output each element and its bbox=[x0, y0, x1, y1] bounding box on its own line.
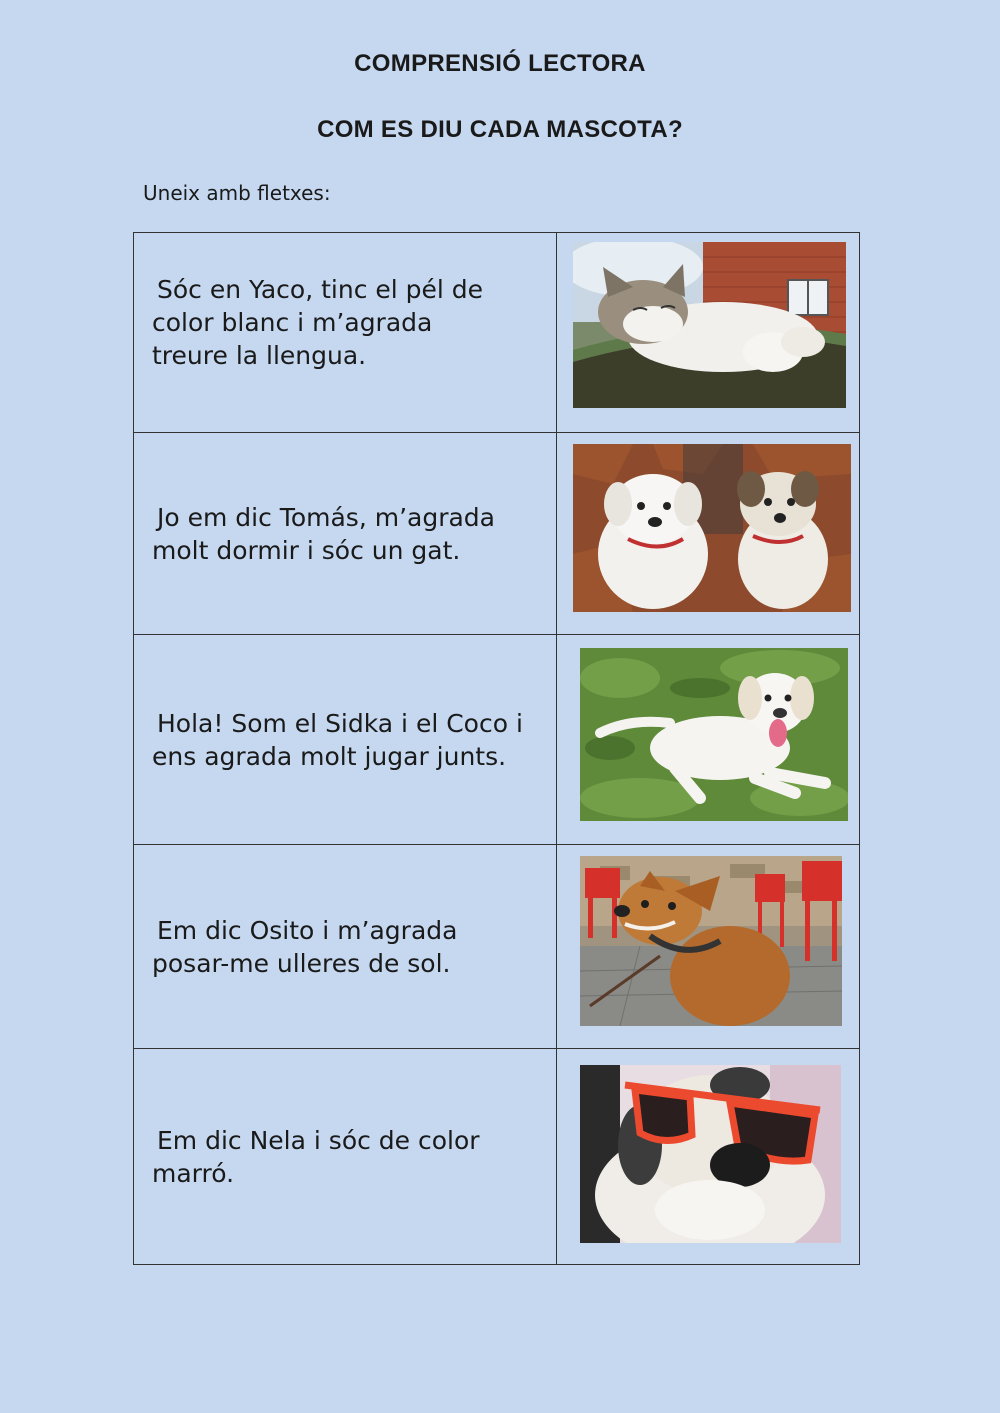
row-text-line: Em dic Osito i m’agrada bbox=[157, 915, 458, 945]
page-subtitle: COM ES DIU CADA MASCOTA? bbox=[317, 116, 683, 143]
image-cell bbox=[557, 845, 860, 1049]
text-cell bbox=[134, 845, 557, 1049]
image-cell bbox=[557, 433, 860, 635]
white-dog-on-grass-photo[interactable] bbox=[580, 648, 848, 821]
row-text-line: Jo em dic Tomás, m’agrada bbox=[157, 502, 495, 532]
row-text-line: color blanc i m’agrada bbox=[152, 308, 433, 337]
row-text-line: treure la llengua. bbox=[152, 341, 367, 370]
cat-sleeping-photo[interactable] bbox=[573, 242, 846, 408]
row-text-line: ens agrada molt jugar junts. bbox=[152, 741, 507, 771]
table-row bbox=[134, 635, 860, 845]
row-text-line: molt dormir i sóc un gat. bbox=[152, 535, 461, 565]
page-title: COMPRENSIÓ LECTORA bbox=[354, 50, 646, 77]
row-text-line: Hola! Som el Sidka i el Coco i bbox=[157, 708, 523, 738]
two-white-dogs-photo[interactable] bbox=[573, 444, 851, 612]
brown-dog-terrace-photo[interactable] bbox=[580, 856, 842, 1026]
text-cell bbox=[134, 233, 557, 433]
row-text-line: Sóc en Yaco, tinc el pél de bbox=[157, 275, 484, 304]
text-cell bbox=[134, 433, 557, 635]
image-cell bbox=[557, 635, 860, 845]
dog-with-sunglasses-photo[interactable] bbox=[580, 1065, 841, 1243]
matching-table bbox=[133, 232, 860, 1265]
table-row bbox=[134, 1049, 860, 1265]
table-row bbox=[134, 433, 860, 635]
image-cell bbox=[557, 233, 860, 433]
table-row bbox=[134, 233, 860, 433]
row-text-line: posar-me ulleres de sol. bbox=[152, 948, 451, 978]
instruction-text: Uneix amb fletxes: bbox=[143, 181, 331, 205]
table-row bbox=[134, 845, 860, 1049]
row-text-line: Em dic Nela i sóc de color bbox=[157, 1125, 480, 1155]
image-cell bbox=[557, 1049, 860, 1265]
text-cell bbox=[134, 1049, 557, 1265]
row-text-line: marró. bbox=[152, 1158, 235, 1188]
text-cell bbox=[134, 635, 557, 845]
